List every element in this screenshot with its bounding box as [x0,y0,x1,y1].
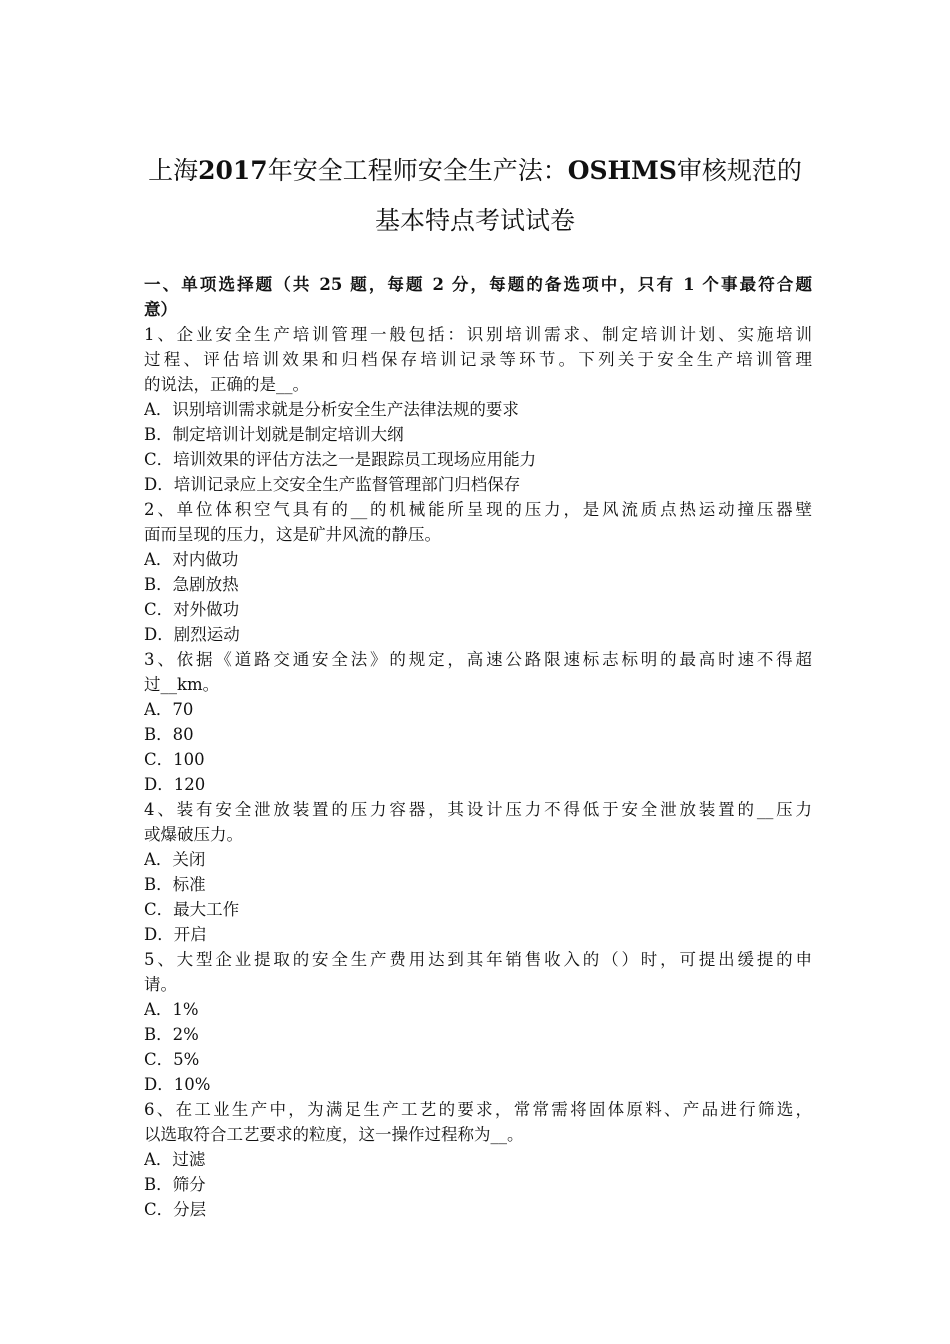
question-4 [144,797,812,947]
option-b: B．标准 [144,875,206,894]
title-line-2: 基本特点考试试卷 [374,206,575,235]
title-line-1 [0,146,950,196]
option-c: C．最大工作 [144,900,240,919]
option-b: B．制定培训计划就是制定培训大纲 [144,425,404,444]
question-text-line: 6、在工业生产中，为满足生产工艺的要求，常常需将固体原料、产品进行筛选， [144,1100,812,1119]
option-c: C．对外做功 [144,600,240,619]
question-text-line: 过程、评估培训效果和归档保存培训记录等环节。下列关于安全生产培训管理 [144,350,812,369]
option-a: A．关闭 [144,850,206,869]
option-c: C．5% [144,1050,200,1069]
question-text-line: 的说法，正确的是__。 [144,375,309,394]
option-a: A．70 [144,700,194,719]
option-a: A．对内做功 [144,550,239,569]
question-text-line: 2、单位体积空气具有的__的机械能所呈现的压力，是风流质点热运动撞压器壁 [144,500,812,519]
option-b: B．筛分 [144,1175,206,1194]
option-d: D．10% [144,1075,211,1094]
question-2 [144,497,812,647]
question-text-line: 以选取符合工艺要求的粒度，这一操作过程称为__。 [144,1125,524,1144]
option-c: C．培训效果的评估方法之一是跟踪员工现场应用能力 [144,450,537,469]
section-header [144,272,812,322]
option-d: D．120 [144,775,206,794]
question-text-line: 或爆破压力。 [144,825,243,844]
option-b: B．急剧放热 [144,575,239,594]
question-text-line: 请。 [144,975,177,994]
option-d: D．剧烈运动 [144,625,240,644]
title-oshms: OSHMS [567,156,677,185]
question-text-line: 过__km。 [144,675,220,694]
question-text-line: 4、装有安全泄放装置的压力容器，其设计压力不得低于安全泄放装置的__压力 [144,800,812,819]
title-text: 上海 [148,156,199,185]
section-header-line: 一、单项选择题（共 25 题，每题 2 分，每题的备选项中，只有 1 个事最符合题 [144,275,812,294]
question-6 [144,1097,812,1222]
title-year: 2017 [198,156,268,185]
question-5 [144,947,812,1097]
option-d: D．开启 [144,925,207,944]
option-b: B．80 [144,725,194,744]
option-a: A．识别培训需求就是分析安全生产法律法规的要求 [144,400,519,419]
document-body [144,272,812,1222]
question-text-line: 5、大型企业提取的安全生产费用达到其年销售收入的（）时，可提出缓提的申 [144,950,812,969]
question-1 [144,322,812,497]
question-text-line: 面而呈现的压力，这是矿井风流的静压。 [144,525,441,544]
question-text-line: 3、依据《道路交通安全法》的规定，高速公路限速标志标明的最高时速不得超 [144,650,812,669]
option-a: A．过滤 [144,1150,206,1169]
title-text: 审核规范的 [676,156,802,185]
option-c: C．100 [144,750,205,769]
section-header-line: 意） [144,300,177,319]
option-c: C．分层 [144,1200,207,1219]
question-3 [144,647,812,797]
option-b: B．2% [144,1025,199,1044]
option-a: A．1% [144,1000,199,1019]
document-title [0,146,950,246]
question-text-line: 1、企业安全生产培训管理一般包括：识别培训需求、制定培训计划、实施培训 [144,325,812,344]
option-d: D．培训记录应上交安全生产监督管理部门归档保存 [144,475,521,494]
title-text: 年安全工程师安全生产法： [267,156,568,185]
